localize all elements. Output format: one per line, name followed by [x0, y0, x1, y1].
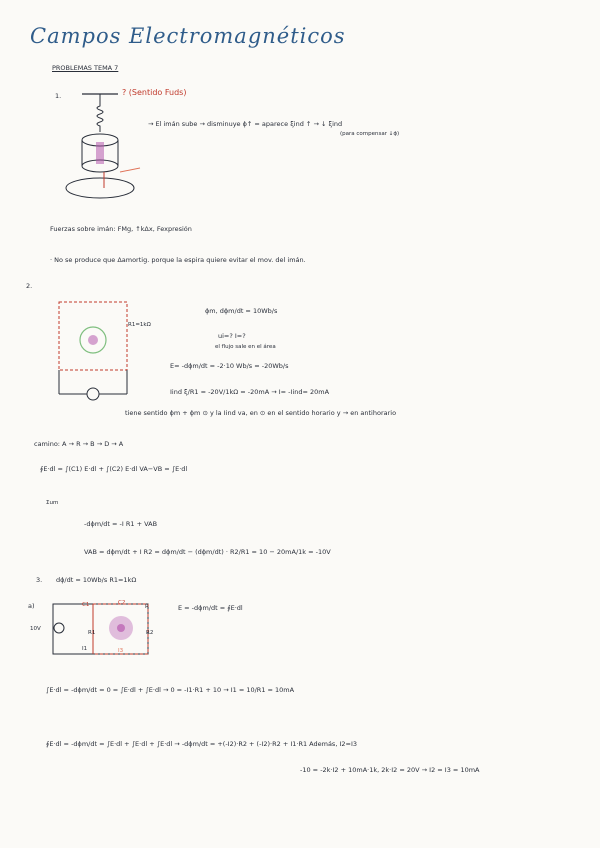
loop-figure	[55, 298, 135, 406]
p3-c1: C1	[82, 602, 90, 608]
p4-integral: ∮E·dl = ∫(C1) E·dl + ∫(C2) E·dl VA−VB = ∫E·dl	[40, 465, 188, 473]
p3-given: dϕ/dt = 10Wb/s R1=1kΩ	[56, 576, 137, 584]
p2-iind: Iind ξ/R1 = -20V/1kΩ = -20mA → I= -Iind= 20mA	[170, 388, 330, 396]
p2-gira: el flujo sale en el área	[215, 344, 276, 350]
p3-number: 3.	[36, 576, 43, 584]
p2-tiene: tiene sentido ϕm + ϕm ⊙ y la Iind va, en ⊙ en el sentido horario y → en antihorario	[125, 409, 397, 417]
p3-a: a)	[28, 602, 35, 610]
p3-r: R	[145, 604, 149, 610]
p3-i3: I3	[118, 648, 124, 654]
p3-c2: C2	[118, 600, 126, 606]
p3-r1: R1	[88, 630, 96, 636]
p3-eq3: -10 = -2k·I2 + 10mA·1k, 2k·I2 = 20V → I2 = I3 = 10mA	[300, 766, 480, 774]
p2-number: 2.	[26, 282, 33, 290]
p1-fuerzas: Fuerzas sobre imán: FMg, ↑kΔx, Fexpresión	[50, 225, 192, 233]
p4-camino: camino: A → R → B → D → A	[34, 440, 124, 448]
subtitle: PROBLEMAS TEMA 7	[52, 64, 119, 72]
p1-note: · No se produce que Δamortig. porque la espira quiere evitar el mov. del imán.	[50, 256, 306, 264]
two-loop-circuit-figure	[45, 598, 160, 660]
p3-e: E = -dϕm/dt = ∮E·dl	[178, 604, 243, 612]
magnet-spring-figure	[60, 88, 170, 203]
p3-v: 10V	[30, 626, 41, 632]
page-title: Campos Electromagnéticos	[30, 24, 346, 48]
p1-line1: → El imán sube → disminuye ϕ↑ = aparece ξind ↑ → ↓ ξind	[148, 120, 343, 128]
p2-phi: ϕm, dϕm/dt = 10Wb/s	[205, 307, 278, 315]
p4-sum: Σum	[46, 500, 59, 506]
p4-dphi: -dϕm/dt = -I R1 + VAB	[84, 520, 158, 528]
p3-eq2: ∮E·dl = -dϕm/dt = ∫E·dl + ∫E·dl + ∫E·dl → -dϕm/dt = +(-I2)·R2 + (-I2)·R2 + I1·R1 Además, I2=I3	[46, 740, 358, 748]
p3-i1: I1	[82, 646, 88, 652]
p2-eps: E= -dϕm/dt = -2·10 Wb/s = -20Wb/s	[170, 362, 289, 370]
p1-line1b: (para compensar ↓ϕ)	[340, 131, 400, 137]
p1-number: 1.	[55, 92, 62, 100]
p3-r2: R2	[146, 630, 154, 636]
p3-eq1: ∫E·dl = -dϕm/dt = 0 = ∫E·dl + ∫E·dl → 0 = -I1·R1 + 10 → I1 = 10/R1 = 10mA	[46, 686, 295, 694]
p2-r1: R1=1kΩ	[128, 322, 151, 328]
p4-vab: VAB = dϕm/dt + I R2 = dϕm/dt − (dϕm/dt) · R2/R1 = 10 − 20mA/1k = -10V	[84, 548, 331, 556]
p1-question: ? (Sentido Fuds)	[122, 88, 187, 97]
p2-ui: ui=? I=?	[218, 332, 246, 340]
